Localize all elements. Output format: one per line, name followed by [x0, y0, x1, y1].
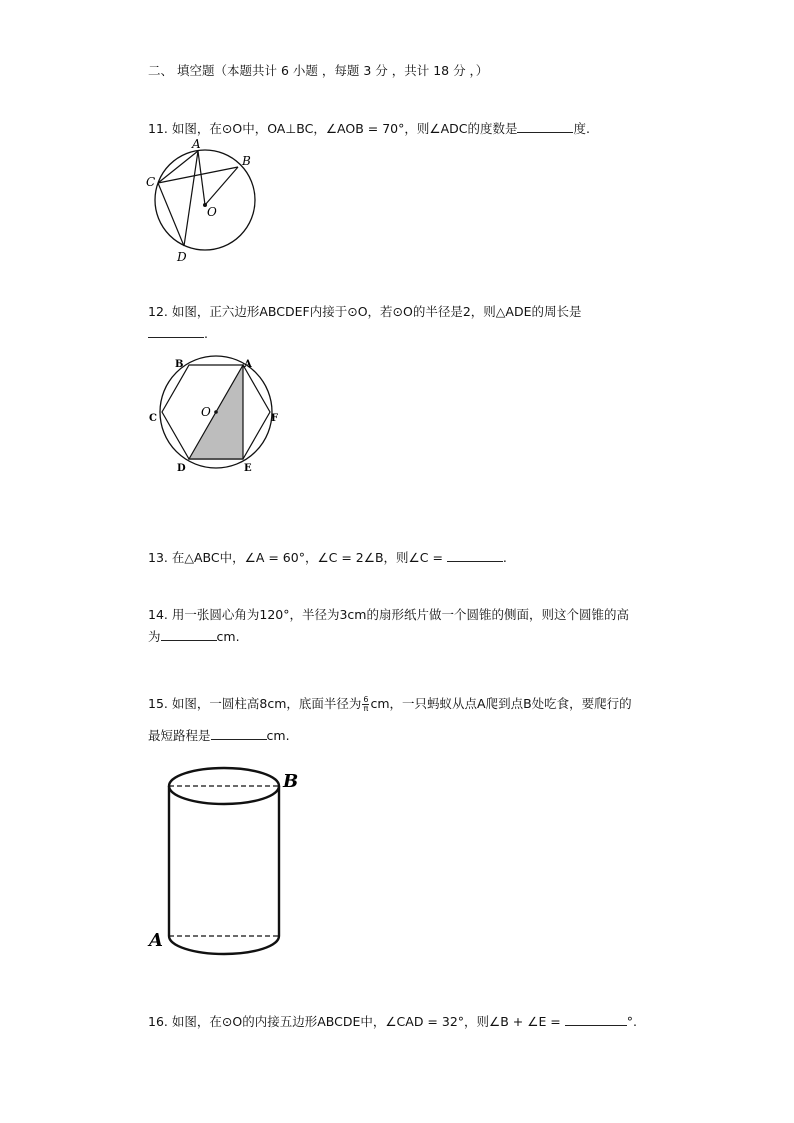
- fraction-6-over-pi: [362, 696, 369, 713]
- question-number: 12.: [148, 304, 168, 319]
- answer-blank[interactable]: [517, 120, 573, 133]
- question-text: 在△ABC中，∠A = 60°，∠C = 2∠B，则∠C =: [171, 550, 443, 565]
- label-c: C: [149, 413, 157, 424]
- label-d: D: [177, 250, 187, 264]
- question-16: [148, 1013, 637, 1031]
- answer-blank[interactable]: [565, 1013, 627, 1026]
- question-text: 如图，一圆柱高8cm，底面半径为: [171, 696, 362, 711]
- center-point: [214, 410, 218, 414]
- fraction-numerator: 6: [363, 695, 369, 704]
- question-text: 如图，在⊙O的内接五边形ABCDE中，∠CAD = 32°，则∠B + ∠E =: [171, 1014, 561, 1029]
- label-c: C: [146, 175, 156, 189]
- question-13: [148, 549, 507, 567]
- question-number: 11.: [148, 121, 168, 136]
- question-text: 如图，在⊙O中，OA⊥BC，∠AOB = 70°，则∠ADC的度数是: [171, 121, 518, 136]
- question-text-suffix: cm.: [216, 629, 240, 644]
- question-text-suffix: .: [204, 326, 208, 341]
- answer-blank[interactable]: [148, 325, 204, 338]
- label-o: O: [201, 405, 211, 419]
- chord-ad: [184, 151, 198, 246]
- question-12: [148, 303, 582, 321]
- label-d: D: [177, 463, 186, 474]
- question-text-suffix: cm.: [266, 728, 290, 743]
- answer-blank[interactable]: [211, 727, 267, 740]
- answer-blank[interactable]: [447, 549, 503, 562]
- question-text: 为: [148, 629, 161, 644]
- question-text: 最短路程是: [148, 728, 211, 743]
- question-number: 15.: [148, 696, 168, 711]
- label-a: A: [149, 930, 163, 951]
- question-14-line2: [148, 628, 240, 646]
- figure-12-hexagon-diagram: [140, 350, 290, 480]
- question-text: 用一张圆心角为120°，半径为3cm的扇形纸片做一个圆锥的侧面，则这个圆锥的高: [171, 607, 629, 622]
- circle-o: [155, 150, 255, 250]
- label-e: E: [244, 463, 252, 474]
- question-text-suffix: 度.: [573, 121, 590, 136]
- question-15-line2: [148, 727, 290, 745]
- question-text: 如图，正六边形ABCDEF内接于⊙O，若⊙O的半径是2，则△ADE的周长是: [171, 304, 582, 319]
- section-title: 二、 填空题（本题共计 6 小题 ，每题 3 分 ，共计 18 分 ，）: [148, 63, 489, 78]
- fraction-denominator: π: [363, 704, 369, 713]
- label-o: O: [207, 205, 217, 219]
- answer-blank[interactable]: [161, 628, 217, 641]
- label-f: F: [271, 413, 279, 424]
- question-text-suffix: .: [502, 550, 507, 565]
- question-number: 14.: [148, 607, 168, 622]
- figure-15-cylinder-diagram: [145, 760, 305, 960]
- figure-11-circle-diagram: [140, 135, 270, 265]
- chord-ca: [158, 151, 198, 183]
- question-14: [148, 606, 629, 624]
- label-b: B: [175, 359, 184, 370]
- label-a: A: [244, 359, 252, 370]
- label-a: A: [192, 137, 201, 151]
- label-b: B: [283, 771, 299, 792]
- question-text-continued: cm，一只蚂蚁从点A爬到点B处吃食，要爬行的: [370, 696, 632, 711]
- cylinder-bottom-front: [169, 936, 279, 954]
- question-15: [148, 695, 632, 713]
- radius-oa: [198, 151, 205, 205]
- label-b: B: [242, 154, 251, 168]
- question-text-suffix: °.: [626, 1014, 638, 1029]
- question-12-line2: [148, 325, 208, 343]
- question-number: 13.: [148, 550, 168, 565]
- question-number: 16.: [148, 1014, 168, 1029]
